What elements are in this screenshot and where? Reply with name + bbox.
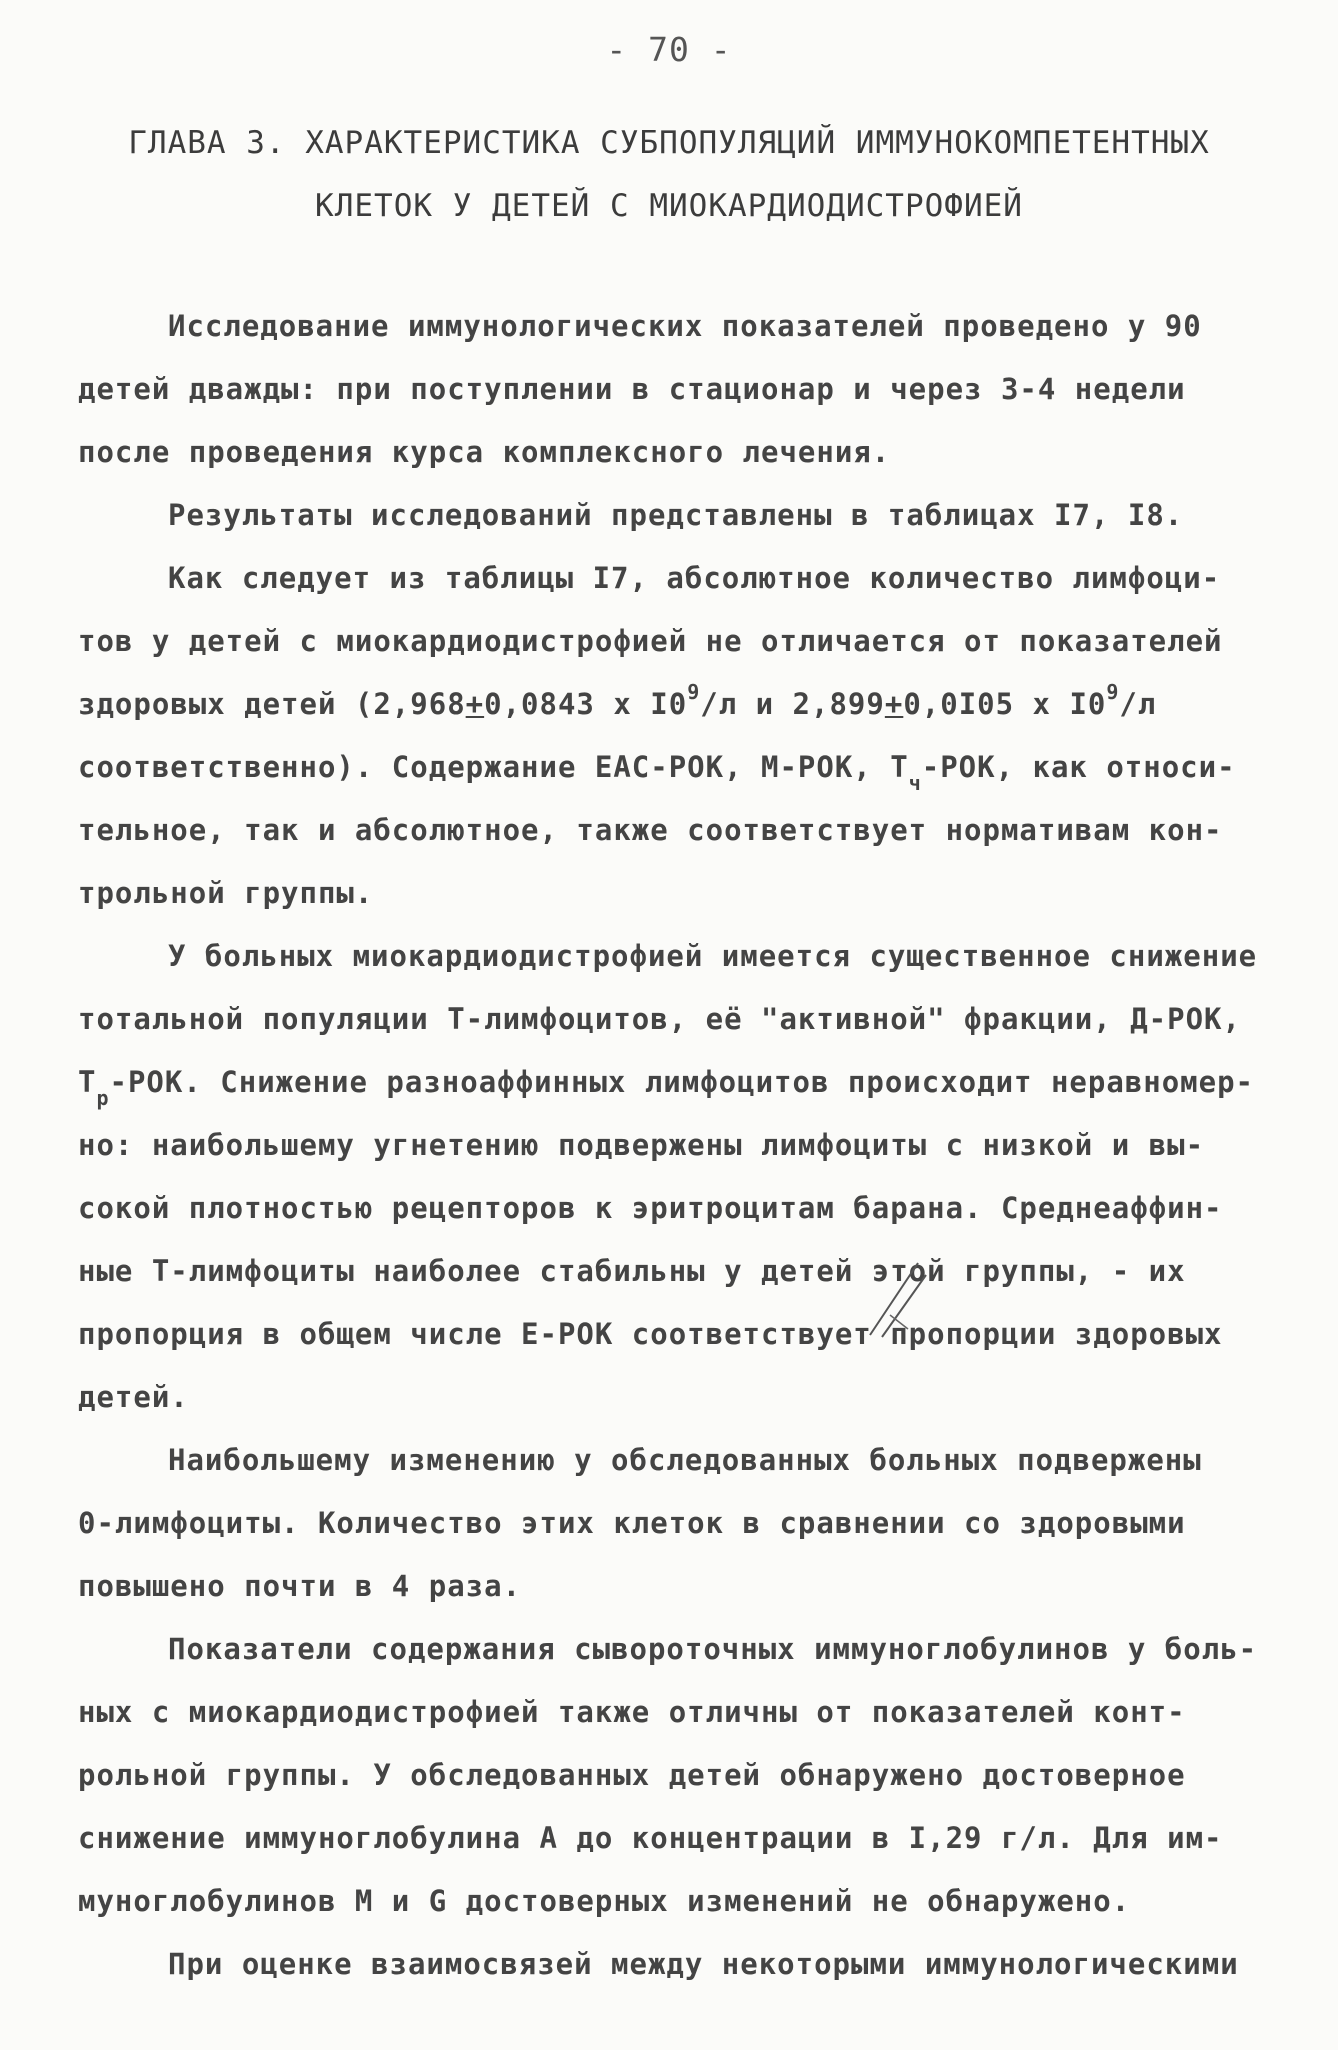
text-line-with-formula (78, 680, 1157, 721)
text-line: Показатели содержания сывороточных иммуноглобулинов у боль- (168, 1632, 1258, 1666)
subscript: р (96, 1085, 110, 1110)
text-span: 0,0843 х I0 (484, 687, 688, 721)
text-line-with-subscript (78, 1065, 1255, 1110)
plus-minus-sign: + (465, 687, 485, 721)
text-line: Как следует из таблицы I7, абсолютное количество лимфоци- (168, 561, 1221, 595)
text-span: 0,0I05 х I0 (903, 687, 1107, 721)
text-line: повышено почти в 4 раза. (78, 1569, 522, 1603)
text-line: Наибольшему изменению у обследованных больных подвержены (168, 1443, 1202, 1477)
text-line: 0-лимфоциты. Количество этих клеток в сравнении со здоровыми (78, 1506, 1186, 1540)
page-number: - 70 - (606, 30, 732, 69)
text-span: -РОК, как относи- (921, 750, 1236, 784)
text-line: Исследование иммунологических показателей проведено у 90 (168, 309, 1202, 343)
text-line: тотальной популяции Т-лимфоцитов, её "активной" фракции, Д-РОК, (78, 1002, 1241, 1036)
text-line: При оценке взаимосвязей между некоторыми иммунологическими (168, 1947, 1239, 1981)
text-line: пропорция в общем числе Е-РОК соответствует пропорции здоровых (78, 1317, 1223, 1351)
plus-minus-sign: + (884, 687, 904, 721)
text-line: рольной группы. У обследованных детей обнаружено достоверное (78, 1758, 1186, 1792)
text-span: -РОК. Снижение разноаффинных лимфоцитов происходит неравномер- (109, 1065, 1255, 1099)
text-span: /л (1119, 687, 1157, 721)
exponent: 9 (687, 680, 701, 705)
text-span: здоровых детей (2,968 (78, 687, 466, 721)
exponent: 9 (1106, 680, 1120, 705)
text-span: соответственно). Содержание ЕАС-РОК, М-РОК, Т (78, 750, 909, 784)
text-line: ных с миокардиодистрофией также отличны от показателей конт- (78, 1695, 1186, 1729)
text-line: детей дважды: при поступлении в стационар и через 3-4 недели (78, 372, 1186, 406)
text-line: тельное, так и абсолютное, также соответствует нормативам кон- (78, 813, 1223, 847)
chapter-title-line-1: ГЛАВА 3. ХАРАКТЕРИСТИКА СУБПОПУЛЯЦИЙ ИММУНОКОМПЕТЕНТНЫХ (128, 125, 1210, 161)
text-line: ные Т-лимфоциты наиболее стабильны у детей этой группы, - их (78, 1254, 1186, 1288)
handwritten-correction-mark (860, 1255, 930, 1345)
text-line: снижение иммуноглобулина А до концентрации в I,29 г/л. Для им- (78, 1821, 1223, 1855)
text-line-with-subscript (78, 750, 1236, 795)
text-line: муноглобулинов М и G достоверных изменений не обнаружено. (78, 1884, 1131, 1918)
chapter-title-line-2: КЛЕТОК У ДЕТЕЙ С МИОКАРДИОДИСТРОФИЕЙ (315, 188, 1023, 224)
text-line: после проведения курса комплексного лечения. (78, 435, 891, 469)
text-span: /л и 2,899 (700, 687, 885, 721)
text-line: сокой плотностью рецепторов к эритроцитам барана. Среднеаффин- (78, 1191, 1223, 1225)
text-line: У больных миокардиодистрофией имеется существенное снижение (168, 939, 1258, 973)
text-span: Т (78, 1065, 97, 1099)
subscript: ч (908, 770, 922, 795)
text-line: но: наибольшему угнетению подвержены лимфоциты с низкой и вы- (78, 1128, 1205, 1162)
text-line: Результаты исследований представлены в таблицах I7, I8. (168, 498, 1184, 532)
text-line: тов у детей с миокардиодистрофией не отличается от показателей (78, 624, 1223, 658)
text-line: трольной группы. (78, 876, 374, 910)
text-line: детей. (78, 1380, 189, 1414)
